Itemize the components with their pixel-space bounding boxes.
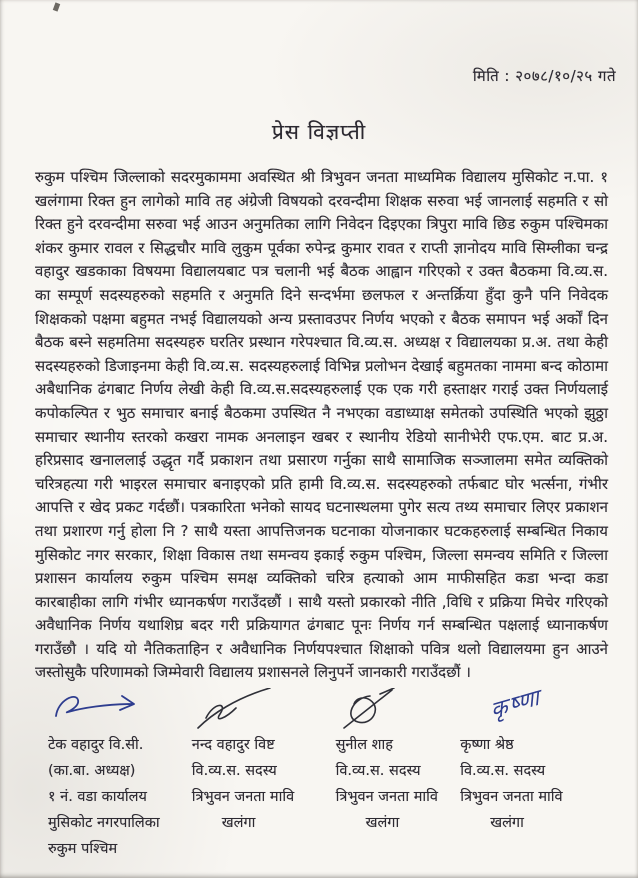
signatory-school: त्रिभुवन जनता मावि — [191, 789, 295, 805]
signatory-school: त्रिभुवन जनता मावि — [460, 789, 563, 805]
signatory-name: टेक वहादुर वि.सी. — [48, 737, 144, 753]
signatory-municipality: मुसिकोट नगरपालिका — [48, 815, 160, 831]
signatory-place: खलंगा — [490, 815, 524, 831]
signatory-name: सुनील शाह — [335, 737, 393, 753]
document-body: रुकुम पश्चिम जिल्लाको सदरमुकाममा अवस्थित श्री त्रिभुवन जनता माध्यमिक विद्यालय मुसिकोट न.पा. १ खलंगामा रिक्त हुन लागेको मावि तह अंग्रेजी विषयको दरवन्दीमा शिक्षक सरुवा भई जानलाई सहमति र सो रिक्त हुने दरवन्दीमा सरुवा भई आउन अनुमतिका लागि निवेदन दिइएका त्रिपुरा मावि छिड रुकुम पश्चिमका शंकर कुमार रावल र सिद्धचौर मावि लुकुम पूर्वका रुपेन्द्र कुमार रावत र राप्ती ज्ञानोदय मावि सिम्लीका चन्द्र वहादुर खडकाका विषयमा विद्यालयबाट पत्र चलानी भई बैठक आह्वान गरिएको र उक्त बैठकमा वि.व्य.स. का सम्पूर्ण सदस्यहरुको सहमति र अनुमति दिने सन्दर्भमा छलफल र अन्तर्क्रिया हुँदा कुनै पनि निवेदक शिक्षकको पक्षमा बहुमत नभई विद्यालयको अन्य प्रस्तावउपर निर्णय भएको र बैठक समापन भई अर्कों दिन बैठक बस्ने सहमतिमा सदस्यहरु घरतिर प्रस्थान गरेपश्चात वि.व्य.स. अध्यक्ष र विद्यालयका प्र.अ. तथा केही सदस्यहरुको डिजाइनमा केही वि.व्य.स. सदस्यहरुलाई विभिन्न प्रलोभन देखाई बहुमतका नाममा बन्द कोठामा अबैधानिक ढंगबाट निर्णय लेखी केही वि.व्य.स.सदस्यहरुलाई एक एक गरी हस्ताक्षर गराई उक्त निर्णयलाई कपोकल्पित र भुठ समाचार बनाई बैठकमा उपस्थित नै नभएका वडाध्याक्ष समेतको उपस्थिति भएको झुठ्ठा समाचार स्थानीय स्तरको कखरा नामक अनलाइन खबर र स्थानीय रेडियो सानीभेरी एफ.एम. बाट प्र.अ. हरिप्रसाद खनाललाई उद्धृत गर्दै प्रकाशन तथा प्रसारण गर्नुका साथै सामाजिक सञ्जालमा समेत व्यक्तिको चरित्रहत्या गरी भाइरल समाचार बनाइएको प्रति हामी वि.व्य.स. सदस्यहरुको तर्फबाट घोर भर्त्सना, गंभीर आपत्ति र खेद प्रकट गर्दछौं। पत्रकारिता भनेको सायद घटनास्थलमा पुगेर सत्य तथ्य समाचार लिएर प्रकाशन तथा प्रशारण गर्नु होला नि ? साथै यस्ता आपत्तिजनक घटनाका योजनाकार घटकहरुलाई सम्बन्धित निकाय मुसिकोट नगर सरकार, शिक्षा विकास तथा समन्वय इकाई रुकुम पश्चिम, जिल्ला समन्वय समिति र जिल्ला प्रशासन कार्यालय रुकुम पश्चिम समक्ष व्यक्तिको चरित्र हत्याको आम माफीसहित कडा भन्दा कडा कारबाहीका लागि गंभीर ध्यानकर्षण गराउँदछौं । साथै यस्तो प्रकारको नीति ,विधि र प्रक्रिया मिचेर गरिएको अवैधानिक निर्णय यथाशिघ्र बदर गरी प्रक्रियागत ढंगबाट पूनः निर्णय गर्न सम्बन्धित पक्षलाई ध्यानाकर्षण गराउँछौ । यदि यो नैतिकताहिन र अवैधानिक निर्णयपश्चात शिक्षाको पवित्र थलो विद्यालयमा हुन आउने जस्तोसुकै परिणामको जिम्मेवारी विद्यालय प्रशासनले लिनुपर्ने जानकारी गराउँदछौं । — [35, 168, 608, 682]
signatory-role: (का.बा. अध्यक्ष) — [48, 763, 136, 779]
signature-block — [0, 684, 638, 862]
handwritten-signature: कृष्णा — [489, 684, 543, 725]
scan-artifact-speck — [53, 2, 60, 11]
signature-ink-2 — [192, 688, 336, 732]
signature-scribble-icon — [336, 688, 456, 732]
signatory-role: वि.व्य.स. सदस्य — [335, 763, 421, 779]
signatory-sunil-shah — [336, 688, 461, 862]
signatory-krishna-shrestha — [460, 684, 604, 862]
signature-ink-3 — [336, 688, 461, 732]
signatory-tek-bahadur — [48, 688, 192, 862]
signature-ink-1 — [48, 688, 192, 732]
document-date: मिति : २०७८/१०/२५ गते — [472, 67, 616, 85]
signature-ink-4 — [460, 684, 604, 732]
signature-scribble-icon — [192, 688, 312, 732]
signatory-place: खलंगा — [365, 815, 400, 831]
signatory-role: वि.व्य.स. सदस्य — [460, 763, 546, 779]
signatory-school: त्रिभुवन जनता मावि — [335, 789, 438, 805]
signatory-nanda-bahadur — [192, 688, 336, 862]
signatory-place: खलंगा — [221, 815, 256, 831]
signatory-name: कृष्णा श्रेष्ठ — [460, 737, 514, 753]
signatory-office: १ नं. वडा कार्यालय — [48, 789, 147, 805]
document-title: प्रेस विज्ञप्ती — [271, 120, 367, 144]
signatory-name: नन्द वहादुर विष्ट — [191, 737, 275, 753]
signatory-role: वि.व्य.स. सदस्य — [191, 763, 277, 779]
signatory-district: रुकुम पश्चिम — [48, 841, 118, 857]
signature-scribble-icon — [48, 688, 168, 732]
